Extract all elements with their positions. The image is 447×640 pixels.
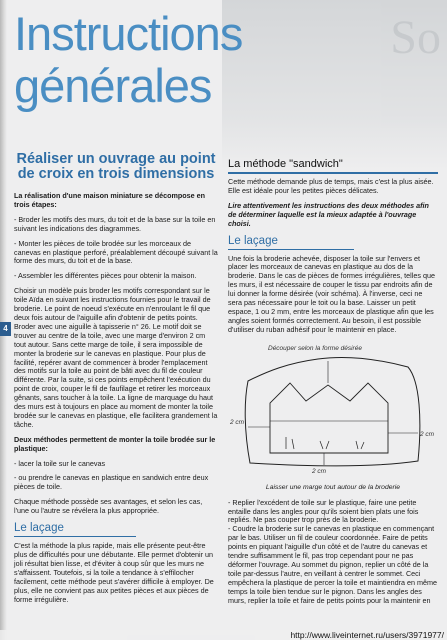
house-diagram [228, 341, 438, 481]
step-item: - Monter les pièces de toile brodée sur les morceaux de canevas en plastique perforé, préalablement découpé suivant la forme des murs, du toit et de la base. [14, 238, 218, 266]
intro-text: La réalisation d'une maison miniature se décompose en trois étapes: [14, 191, 206, 209]
left-column [14, 152, 218, 610]
body-paragraph: Chaque méthode possède ses avantages, et selon les cas, l'une ou l'autre se révélera la plus appropriée. [14, 497, 203, 516]
heading-rule [228, 172, 438, 174]
background-word: So [390, 11, 441, 64]
background-photo-panel [222, 0, 447, 170]
step-item: - Broder les motifs des murs, du toit et de la base sur la toile en suivant les indications des diagrammes. [14, 214, 216, 233]
lacing-text: C'est la méthode la plus rapide, mais elle présente peut-être plus de difficultés pour une débutante. Elle permet d'obtenir un joli résultat bien lisse, et d'éviter à coup sûr que les murs ne s'affaissent. Toutefois, si la toile a tendance à s'effilocher facilement, cette méthode peut s'avérer difficile à employer. De plus, elle ne convient pas aux petites pièces et aux pièces de forme irrégulière. [14, 541, 214, 604]
sandwich-heading: La méthode "sandwich" [228, 158, 343, 170]
heading-underline [14, 536, 136, 537]
page-title [14, 8, 242, 112]
heading-underline [228, 249, 354, 250]
diagram-caption: Laisser une marge tout autour de la broderie [265, 483, 401, 491]
lacing-heading-right: Le laçage [228, 234, 278, 247]
source-watermark: http://www.liveinternet.ru/users/3971977/ [0, 630, 447, 640]
right-column [228, 158, 438, 611]
diagram-margin-right: 2 cm [420, 430, 435, 438]
title-line-2: générales [14, 59, 212, 112]
diagram-margin-left: 2 cm [230, 418, 245, 426]
diagram-cut-label: Découper selon la forme désirée [268, 344, 362, 352]
title-line-1: Instructions [14, 7, 243, 60]
methods-intro: Deux méthodes permettent de monter la toile brodée sur le plastique: [14, 434, 216, 453]
final-steps: - Replier l'excédent de toile sur le plastique, faire une petite entaille dans les angles pour qu'ils soient bien plats une fois repliés. Ne pas couper trop près de la broderie. - Coudre la broderie sur le canevas en plastique en commençant par le bas. Utiliser un fil de couleur coordonnée. Faire de petits points en piquant l'aiguille d'un côté et de l'autre du canevas et tendre suffisamment le fil, pas trop cependant pour ne pas déformer l'ouvrage. Au sommet du pignon, replier un côté de la toile par-dessus l'autre, en veillant à centrer le sommet. Ceci empêchera la plastique de percer la toile et maintiendra en même temps la toile bien tendue sur le pignon. Dans les angles des murs, replier la toile et faire de petits points pour la maintenir en [228, 497, 437, 605]
page-spine-shadow [0, 0, 7, 640]
section-heading: Réaliser un ouvrage au point de croix en trois dimensions [16, 151, 216, 182]
method-item: - ou prendre le canevas en plastique en sandwich entre deux pièces de toile. [14, 473, 209, 492]
house-sketch [228, 341, 438, 481]
sandwich-text: Cette méthode demande plus de temps, mais c'est la plus aisée. Elle est idéale pour les petites pièces délicates. [228, 177, 434, 195]
step-item: - Assembler les différentes pièces pour obtenir la maison. [14, 271, 197, 281]
diagram-margin-bottom: 2 cm [312, 467, 327, 475]
read-note: Lire attentivement les instructions des deux méthodes afin de déterminer laquelle est la mieux adaptée à l'ouvrage choisi. [228, 200, 429, 228]
method-item: - lacer la toile sur le canevas [14, 458, 106, 468]
lacing-text-right: Une fois la broderie achevée, disposer la toile sur l'envers et placer les morceaux de canevas en plastique au dos de la broderie. Dans le cas de pièces de formes irrégulières, telles que les murs, il est nécessaire de couper le tissu par endroits afin de lui donner la forme désirée (voir schéma). À l'inverse, ceci ne sera pas nécessaire pour le toit ou la base. Laisser un petit espace, 1 ou 2 mm, entre les morceaux de plastique afin que les angles soient formés correctement. Au besoin, il est possible d'utiliser du ruban adhésif pour le maintenir en place. [228, 253, 435, 334]
body-paragraph: Choisir un modèle puis broder les motifs correspondant sur le toile Aïda en suivant les instructions fournies pour le travail de broderie. Le point de noeud s'exécute en n'enroulant le fil que deux fois autour de l'aiguille afin d'obtenir de petits points. Broder avec une aiguille à tapisserie n° 26. Le motif doit se trouver au centre de la toile, avec une marge d'environ 2 cm tout autour. Sans cette marge de toile, il sera impossible de monter la broderie sur le canevas en plastique. Pour plus de facilité, repérer avant de commencer à broder l'emplacement des motifs sur la toile au point de bâti avec du fil de couleur différente. Par la suite, si ces points empêchent l'exécution du point de croix, couper le fil de faufilage et retirer les morceaux gênants, sans toucher à la toile. La ligne de marquage du haut des murs est à toujours en place au moment de monter la toile brodée sur le canevas en plastique, elle facilitera grandement la tâche. [14, 286, 218, 429]
lacing-heading: Le laçage [14, 522, 64, 535]
page-number-tab: 4 [0, 322, 11, 336]
